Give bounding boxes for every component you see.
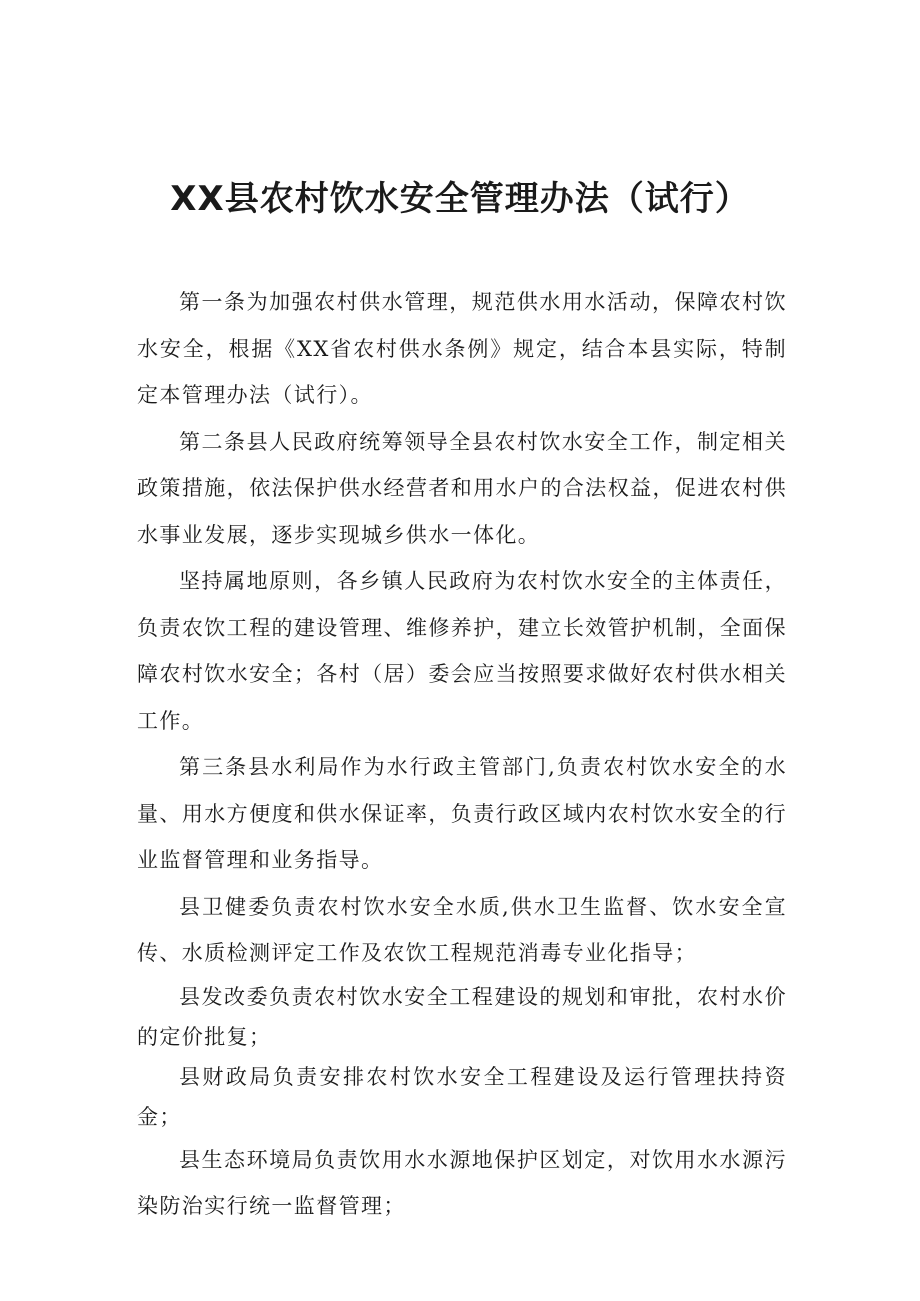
paragraph-article-3: 第三条县水利局作为水行政主管部门,负责农村饮水安全的水量、用水方便度和供水保证率，负责行政区域内农村饮水安全的行业监督管理和业务指导。 [137,755,787,872]
paragraph-finance-bureau: 县财政局负责安排农村饮水安全工程建设及运行管理扶持资金； [137,1064,787,1129]
document-title: XX县农村饮水安全管理办法（试行） [170,179,750,219]
paragraph-health-commission: 县卫健委负责农村饮水安全水质,供水卫生监督、饮水安全宣传、水质检测评定工作及农饮工程规范消毒专业化指导； [137,894,787,965]
document-body [137,279,787,1230]
paragraph-territorial-principle: 坚持属地原则，各乡镇人民政府为农村饮水安全的主体责任，负责农饮工程的建设管理、维修养护，建立长效管护机制，全面保障农村饮水安全；各村（居）委会应当按照要求做好农村供水相关工作。 [137,569,787,733]
paragraph-ecology-environment: 县生态环境局负责饮用水水源地保护区划定，对饮用水水源污染防治实行统一监督管理； [137,1147,787,1218]
paragraph-article-1: 第一条为加强农村供水管理，规范供水用水活动，保障农村饮水安全，根据《XX省农村供水条例》规定，结合本县实际，特制定本管理办法（试行）。 [137,290,787,407]
paragraph-development-reform: 县发改委负责农村饮水安全工程建设的规划和审批，农村水价的定价批复； [137,984,787,1049]
paragraph-article-2: 第二条县人民政府统筹领导全县农村饮水安全工作，制定相关政策措施，依法保护供水经营者和用水户的合法权益，促进农村供水事业发展，逐步实现城乡供水一体化。 [137,429,787,547]
